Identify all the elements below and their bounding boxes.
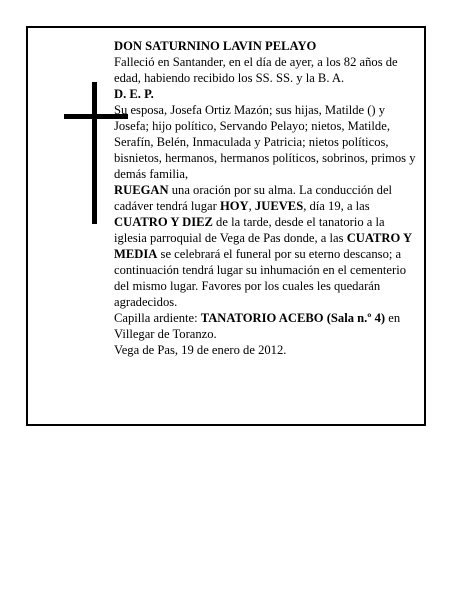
chapel-place: TANATORIO ACEBO (Sala n.º 4) [200, 311, 386, 325]
funeral-request [114, 182, 418, 310]
rest-in-peace: D. E. P. [114, 87, 154, 101]
day-today: HOY [219, 199, 249, 213]
death-statement: Falleció en Santander, en el día de ayer, a los 82 años de edad, habiendo recibido los SS. SS. y la B. A. [114, 55, 398, 85]
funeral-time: CUATRO Y MEDIA [114, 231, 412, 261]
notice-text [114, 38, 418, 358]
family-list: Su esposa, Josefa Ortiz Mazón; sus hijas, Matilde () y Josefa; hijo político, Servando Pelayo; nietos, Matilde, Serafín, Belén, Inmaculada y Patricia; nietos políticos, bisnietos, hermanos, hermanos políticos, sobrinos, primos y demás familia, [114, 103, 416, 181]
request-comma: , [248, 199, 255, 213]
request-text-2: , día 19, a las [303, 199, 370, 213]
chapel-label: Capilla ardiente: [114, 311, 201, 325]
weekday: JUEVES [254, 199, 304, 213]
procession-time: CUATRO Y DIEZ [114, 215, 213, 229]
ruegan-text: RUEGAN [114, 183, 169, 197]
request-text-4: se celebrará el funeral por su eterno descanso; a continuación tendrá lugar su inhumación en el cementerio del mismo lugar. Favores por los cuales les quedarán agradecidos. [114, 247, 406, 309]
chapel-info [114, 310, 418, 342]
request-text-1: una oración por su alma. La conducción del cadáver tendrá lugar [114, 183, 393, 213]
chapel-location: en Villegar de Toranzo. [114, 311, 401, 341]
request-text-3: de la tarde, desde el tanatorio a la iglesia parroquial de Vega de Pas donde, a las [114, 215, 385, 245]
deceased-name: DON SATURNINO LAVIN PELAYO [114, 39, 317, 53]
dateline: Vega de Pas, 19 de enero de 2012. [114, 343, 287, 357]
cross-vertical-bar [92, 82, 97, 224]
